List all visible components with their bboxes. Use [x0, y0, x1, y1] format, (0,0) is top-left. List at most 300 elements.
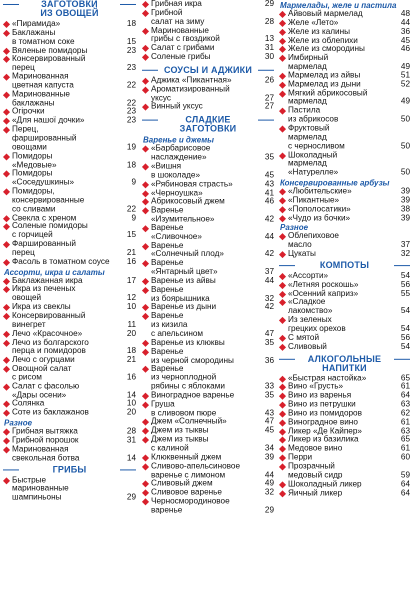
entry-title-line: Фасоль в томатном соусе: [12, 256, 110, 266]
heading-rule-right: [258, 120, 274, 121]
toc-entry[interactable]: [279, 233, 410, 251]
entry-title-line: «Осенний каприз»: [288, 288, 359, 298]
toc-entry[interactable]: [279, 462, 410, 480]
toc-entry[interactable]: [3, 152, 136, 170]
entry-title-line: Консервированный: [12, 54, 86, 64]
bullet-diamond-icon: [279, 234, 286, 241]
bullet-diamond-icon: [142, 199, 149, 206]
toc-entry[interactable]: [3, 126, 136, 152]
bullet-diamond-icon: [142, 10, 149, 17]
toc-entry[interactable]: [279, 316, 410, 334]
subsection-heading: Разное: [280, 223, 309, 233]
heading-rule-right: [120, 469, 136, 470]
entry-title-line: «Быстрая настойка»: [288, 373, 367, 383]
bullet-diamond-icon: [3, 56, 10, 63]
page-number: 54: [400, 271, 410, 281]
entry-title-line: «Пополосатики»: [288, 204, 351, 214]
entry-title-line: Консервированный: [12, 310, 86, 320]
page-number: 10: [126, 399, 136, 409]
page-number: 32: [264, 293, 274, 303]
entry-title-line: «Янтарный цвет»: [151, 267, 218, 277]
bullet-diamond-icon: [3, 74, 10, 81]
entry-title-line: Прозрачный: [288, 461, 335, 471]
bullet-diamond-icon: [3, 477, 10, 484]
page-number: 28: [264, 16, 274, 26]
page-number: 23: [126, 107, 136, 117]
page-number: 61: [400, 382, 410, 392]
entry-title-line: Варенье из клюквы: [151, 337, 225, 347]
toc-entry[interactable]: [3, 286, 136, 304]
toc-entry[interactable]: [279, 89, 410, 107]
page-number: 54: [400, 306, 410, 316]
bullet-diamond-icon: [142, 260, 149, 267]
page-number: 44: [264, 231, 274, 241]
bullet-diamond-icon: [279, 317, 286, 324]
bullet-diamond-icon: [279, 206, 286, 213]
bullet-diamond-icon: [3, 339, 10, 346]
entry-title-line: Джем из тыквы: [151, 434, 209, 444]
toc-entry[interactable]: [279, 214, 410, 223]
entry-title-line: грибы с гвоздикой: [151, 34, 220, 44]
bullet-diamond-icon: [3, 383, 10, 390]
toc-entry[interactable]: [3, 223, 136, 241]
bullet-diamond-icon: [279, 446, 286, 453]
heading-rule-left: [279, 358, 295, 359]
page-number: 32: [400, 249, 410, 259]
section-heading-line: СОУСЫ И АДЖИКИ: [163, 64, 253, 75]
toc-entry[interactable]: [142, 103, 274, 112]
entry-title-line: Соленые грибы: [151, 51, 211, 61]
entry-title-line: Фруктовый: [288, 123, 330, 133]
page-number: 52: [400, 79, 410, 89]
toc-entry[interactable]: [3, 382, 136, 400]
toc-entry[interactable]: [3, 258, 136, 267]
page-number: 60: [400, 452, 410, 462]
page-number: 30: [264, 51, 274, 61]
section-heading-line: СЛАДКИЕ: [185, 114, 231, 125]
bullet-diamond-icon: [142, 207, 149, 214]
toc-entry[interactable]: [279, 250, 410, 259]
page-number: 36: [264, 355, 274, 365]
bullet-diamond-icon: [3, 401, 10, 408]
bullet-diamond-icon: [279, 344, 286, 351]
entry-title-line: с апельсином: [151, 328, 204, 338]
page-number: 29: [264, 505, 274, 515]
entry-title-line: с калиной: [151, 443, 189, 453]
bullet-diamond-icon: [279, 282, 286, 289]
entry-title-line: Свекла с хреном: [12, 212, 77, 222]
entry-title-line: Сливовый джем: [151, 478, 213, 488]
entry-title-line: мармелад: [288, 132, 327, 142]
page-number: 21: [126, 248, 136, 258]
heading-rule-right: [258, 70, 274, 71]
page-number: 15: [126, 36, 136, 46]
page-number: 63: [400, 426, 410, 436]
toc-entry[interactable]: [142, 497, 274, 515]
entry-title-line: Икра из печеных: [12, 284, 76, 294]
entry-title-line: Варенье: [151, 284, 184, 294]
bullet-diamond-icon: [3, 30, 10, 37]
entry-title-line: «Для нашої дочки»: [12, 115, 85, 125]
bullet-diamond-icon: [279, 384, 286, 391]
page-number: 46: [400, 44, 410, 54]
page-number: 29: [126, 492, 136, 502]
section-heading-line: АЛКОГОЛЬНЫЕ: [307, 353, 382, 364]
entry-title-line: Огірочки: [12, 107, 45, 117]
page-number: 9: [131, 177, 136, 187]
toc-entry[interactable]: [3, 90, 136, 108]
entry-title-line: Цукаты: [288, 249, 316, 259]
entry-title-line: мармелад: [288, 61, 327, 71]
bullet-diamond-icon: [3, 331, 10, 338]
toc-entry[interactable]: [3, 240, 136, 258]
entry-title-line: «Сливочное»: [151, 231, 202, 241]
bullet-diamond-icon: [3, 21, 10, 28]
section-heading-line: КОМПОТЫ: [319, 260, 370, 271]
bullet-diamond-icon: [142, 54, 149, 61]
bullet-diamond-icon: [279, 126, 286, 133]
bullet-diamond-icon: [142, 366, 149, 373]
bullet-diamond-icon: [142, 243, 149, 250]
entry-title-line: Варенье из дыни: [151, 302, 217, 312]
entry-title-line: «Любительские»: [288, 186, 352, 196]
page-number: 37: [264, 267, 274, 277]
toc-entry[interactable]: [142, 162, 274, 180]
entry-title-line: Перри: [288, 452, 313, 462]
bullet-diamond-icon: [279, 90, 286, 97]
entry-title-line: Виноградное вино: [288, 417, 358, 427]
entry-title-line: «Медовые»: [12, 159, 57, 169]
subsection-heading: Варенье и джемы: [143, 135, 214, 145]
entry-title-line: Лечо из болгарского: [12, 337, 89, 347]
bullet-diamond-icon: [279, 55, 286, 62]
entry-title-line: Имбирный: [288, 53, 329, 63]
bullet-diamond-icon: [142, 304, 149, 311]
toc-entry[interactable]: [142, 26, 274, 44]
page-number: 23: [126, 63, 136, 72]
bullet-diamond-icon: [3, 188, 10, 195]
bullet-diamond-icon: [3, 304, 10, 311]
bullet-diamond-icon: [142, 428, 149, 435]
page-number: 35: [264, 390, 274, 400]
entry-title-line: Сливовое варенье: [151, 487, 222, 497]
subsection-heading: Ассорти, икра и салаты: [4, 267, 105, 277]
bullet-diamond-icon: [279, 108, 286, 115]
section-heading: [142, 66, 274, 75]
section-heading: [279, 261, 410, 270]
entry-title-line: Облепиховое: [288, 231, 339, 241]
entry-title-line: Медовое вино: [288, 443, 343, 453]
bullet-diamond-icon: [142, 45, 149, 52]
page-number: 41: [264, 187, 274, 197]
bullet-diamond-icon: [142, 104, 149, 111]
page-number: 65: [400, 373, 410, 383]
entry-title-line: Лечо с огурцами: [12, 355, 75, 365]
toc-entry[interactable]: [3, 338, 136, 356]
toc-entry[interactable]: [3, 409, 136, 418]
entry-title-line: Варенье: [151, 346, 184, 356]
entry-title-line: медовый сидр: [288, 470, 343, 480]
bullet-diamond-icon: [279, 393, 286, 400]
bullet-diamond-icon: [142, 454, 149, 461]
bullet-diamond-icon: [142, 481, 149, 488]
bullet-diamond-icon: [142, 437, 149, 444]
entry-title-line: салат на зиму: [151, 16, 205, 26]
entry-title-line: Пастила: [288, 105, 321, 115]
toc-entry[interactable]: [142, 365, 274, 391]
column-1: [3, 0, 136, 598]
section-heading-line: ЗАГОТОВКИ: [41, 0, 98, 9]
toc-entry[interactable]: [3, 476, 136, 502]
entry-title-line: «Рябиновая страсть»: [151, 179, 233, 189]
bullet-diamond-icon: [279, 81, 286, 88]
entry-title-line: маринованные: [12, 483, 69, 493]
toc-entry[interactable]: [142, 242, 274, 260]
entry-title-line: Вино «Грусть»: [288, 382, 344, 392]
page-number: 38: [400, 204, 410, 214]
entry-title-line: Вино из помидоров: [288, 408, 362, 418]
page-number: 13: [264, 34, 274, 44]
toc-entry[interactable]: [142, 348, 274, 366]
page-number: 23: [126, 45, 136, 55]
entry-title-line: с горчицей: [12, 230, 53, 240]
page-number: 31: [126, 435, 136, 445]
toc-entry[interactable]: [279, 298, 410, 316]
entry-title-line: «Чудо из бочки»: [288, 212, 351, 222]
entry-title-line: из абрикосов: [288, 114, 339, 124]
page-number: 47: [264, 417, 274, 427]
toc-entry[interactable]: [279, 343, 410, 352]
entry-title-line: со сливами: [12, 204, 56, 214]
bullet-diamond-icon: [279, 455, 286, 462]
toc-entry[interactable]: [3, 55, 136, 73]
page-number: 35: [264, 152, 274, 162]
entry-title-line: Варенье: [151, 240, 184, 250]
entry-title-line: Шоколадный ликер: [288, 479, 362, 489]
entry-title-line: «Соседушкины»: [12, 177, 75, 187]
page-number: 16: [126, 256, 136, 266]
bullet-diamond-icon: [279, 428, 286, 435]
bullet-diamond-icon: [142, 146, 149, 153]
toc-entry[interactable]: [3, 187, 136, 213]
entry-title-line: Из зеленых: [288, 315, 332, 325]
entry-title-line: Мармелад из айвы: [288, 70, 361, 80]
bullet-diamond-icon: [3, 127, 10, 134]
page-number: 47: [264, 328, 274, 338]
entry-title-line: Икра из свеклы: [12, 302, 71, 312]
toc-entry[interactable]: [3, 445, 136, 463]
page-number: 21: [126, 355, 136, 365]
entry-title-line: с черносливом: [288, 141, 345, 151]
entry-title-line: Айвовый мармелад: [288, 8, 363, 18]
section-heading: [279, 354, 410, 372]
entry-title-line: перец: [12, 63, 35, 72]
toc-entry[interactable]: [142, 53, 274, 62]
toc-entry[interactable]: [279, 125, 410, 151]
entry-title-line: Салат с грибами: [151, 43, 215, 53]
entry-title-line: «Натурелле»: [288, 167, 339, 177]
entry-title-line: Клюквенный джем: [151, 452, 222, 462]
entry-title-line: мармелад: [288, 158, 327, 168]
toc-entry[interactable]: [279, 107, 410, 125]
entry-title-line: в шоколаде»: [151, 170, 201, 180]
entry-title-line: Соте из баклажанов: [12, 407, 89, 417]
page-number: 61: [400, 417, 410, 427]
entry-title-line: лакомство»: [288, 306, 333, 316]
entry-title-line: шампиньоны: [12, 492, 62, 502]
toc-entry[interactable]: [142, 312, 274, 338]
bullet-diamond-icon: [279, 463, 286, 470]
entry-title-line: «Изумительное»: [151, 214, 215, 224]
entry-title-line: Желе из облепихи: [288, 35, 358, 45]
entry-title-line: «Солнечный плод»: [151, 249, 224, 259]
entry-title-line: Сливовый: [288, 341, 327, 351]
bullet-diamond-icon: [279, 20, 286, 27]
page-number: 43: [264, 408, 274, 418]
toc-entry[interactable]: [3, 170, 136, 188]
bullet-diamond-icon: [3, 429, 10, 436]
page-number: 31: [264, 43, 274, 53]
entry-title-line: Маринованные: [12, 89, 70, 99]
entry-title-line: Вино из петрушки: [288, 399, 356, 409]
section-heading: [3, 465, 136, 474]
toc-entry[interactable]: [142, 462, 274, 480]
bullet-diamond-icon: [142, 86, 149, 93]
entry-title-line: Ароматизированный: [151, 84, 230, 94]
toc-entry[interactable]: [142, 224, 274, 242]
toc-entry[interactable]: [3, 29, 136, 47]
bullet-diamond-icon: [3, 215, 10, 222]
page-number: 28: [126, 426, 136, 436]
bullet-diamond-icon: [3, 91, 10, 98]
entry-title-line: Желе из калины: [288, 26, 351, 36]
bullet-diamond-icon: [279, 197, 286, 204]
column-2: [142, 0, 274, 598]
entry-title-line: в томатном соке: [12, 36, 75, 46]
toc-entry[interactable]: [3, 365, 136, 383]
page-number: 32: [264, 487, 274, 497]
entry-title-line: грецких орехов: [288, 323, 346, 333]
page-number: 23: [126, 115, 136, 125]
entry-title-line: Сливово-апельсиновое: [151, 461, 241, 471]
page-number: 10: [126, 302, 136, 312]
bullet-diamond-icon: [142, 313, 149, 320]
entry-title-line: «Дары осени»: [12, 390, 67, 400]
entry-title-line: «Пикантные»: [288, 195, 340, 205]
page-number: 17: [126, 275, 136, 285]
entry-title-line: овощами: [12, 142, 47, 152]
page-number: 20: [126, 328, 136, 338]
page-number: 50: [400, 167, 410, 177]
page-number: 42: [264, 214, 274, 224]
entry-title-line: Мягкий абрикосовый: [288, 88, 368, 98]
page-number: 64: [400, 390, 410, 400]
page-number: 12: [126, 293, 136, 303]
toc-entry[interactable]: [142, 145, 274, 163]
page-number: 39: [400, 195, 410, 205]
page-number: 26: [264, 75, 274, 85]
bullet-diamond-icon: [142, 78, 149, 85]
toc-entry[interactable]: [3, 73, 136, 91]
bullet-diamond-icon: [3, 278, 10, 285]
bullet-diamond-icon: [279, 490, 286, 497]
bullet-diamond-icon: [142, 163, 149, 170]
toc-entry[interactable]: [142, 259, 274, 277]
page-number: 27: [264, 102, 274, 112]
entry-title-line: Вино из варенья: [288, 390, 352, 400]
entry-title-line: «Летняя роскошь»: [288, 279, 359, 289]
bullet-diamond-icon: [3, 47, 10, 54]
page-number: 61: [400, 443, 410, 453]
entry-title-line: масло: [288, 240, 312, 250]
toc-entry[interactable]: [279, 151, 410, 177]
entry-title-line: из боярышника: [151, 293, 210, 303]
entry-title-line: варенье: [151, 505, 183, 515]
bullet-diamond-icon: [142, 287, 149, 294]
entry-title-line: Мармелад из дыни: [288, 79, 361, 89]
toc-entry[interactable]: [279, 54, 410, 72]
bullet-diamond-icon: [279, 37, 286, 44]
entry-title-line: Варенье: [151, 258, 184, 268]
bullet-diamond-icon: [142, 340, 149, 347]
toc-entry[interactable]: [3, 312, 136, 330]
bullet-diamond-icon: [3, 224, 10, 231]
subsection-heading: Разное: [4, 418, 33, 428]
bullet-diamond-icon: [142, 190, 149, 197]
page-number: 22: [126, 80, 136, 90]
page-number: 50: [400, 141, 410, 151]
toc-entry[interactable]: [142, 9, 274, 27]
bullet-diamond-icon: [279, 291, 286, 298]
page-number: 44: [400, 17, 410, 27]
page-number: 46: [264, 196, 274, 206]
entry-title-line: Варенье: [151, 223, 184, 233]
toc-entry[interactable]: [142, 436, 274, 454]
entry-title-line: Джем из тыквы: [151, 425, 209, 435]
entry-title-line: цветная капуста: [12, 80, 74, 90]
bullet-diamond-icon: [279, 46, 286, 53]
heading-rule-left: [3, 4, 19, 5]
page-number: 14: [126, 453, 136, 463]
entry-title-line: Грибная икра: [151, 0, 202, 8]
page-number: 63: [400, 399, 410, 409]
toc-entry[interactable]: [142, 286, 274, 304]
page-number: 20: [126, 407, 136, 417]
page-number: 22: [126, 98, 136, 108]
toc-entry[interactable]: [142, 85, 274, 103]
subsection-heading: Консервированные арбузы: [280, 178, 390, 188]
bullet-diamond-icon: [279, 29, 286, 36]
bullet-diamond-icon: [279, 73, 286, 80]
entry-title-line: Помидоры: [12, 168, 53, 178]
page-number: 51: [400, 70, 410, 80]
entry-title-line: консервированные: [12, 195, 85, 205]
bullet-diamond-icon: [3, 357, 10, 364]
subsection-heading: Мармелады, желе и пастила: [280, 0, 397, 10]
page-number: 48: [400, 8, 410, 18]
section-heading-line: ИЗ ОВОЩЕЙ: [40, 7, 99, 18]
page-number: 56: [400, 332, 410, 342]
entry-title-line: Желе «Лето»: [288, 17, 339, 27]
toc-entry[interactable]: [142, 206, 274, 224]
entry-title-line: Желе из смородины: [288, 44, 365, 54]
toc-entry[interactable]: [142, 400, 274, 418]
entry-title-line: С мятой: [288, 332, 320, 342]
bullet-diamond-icon: [3, 241, 10, 248]
page-number: 54: [400, 323, 410, 333]
bullet-diamond-icon: [142, 1, 149, 8]
toc-entry[interactable]: [279, 489, 410, 498]
